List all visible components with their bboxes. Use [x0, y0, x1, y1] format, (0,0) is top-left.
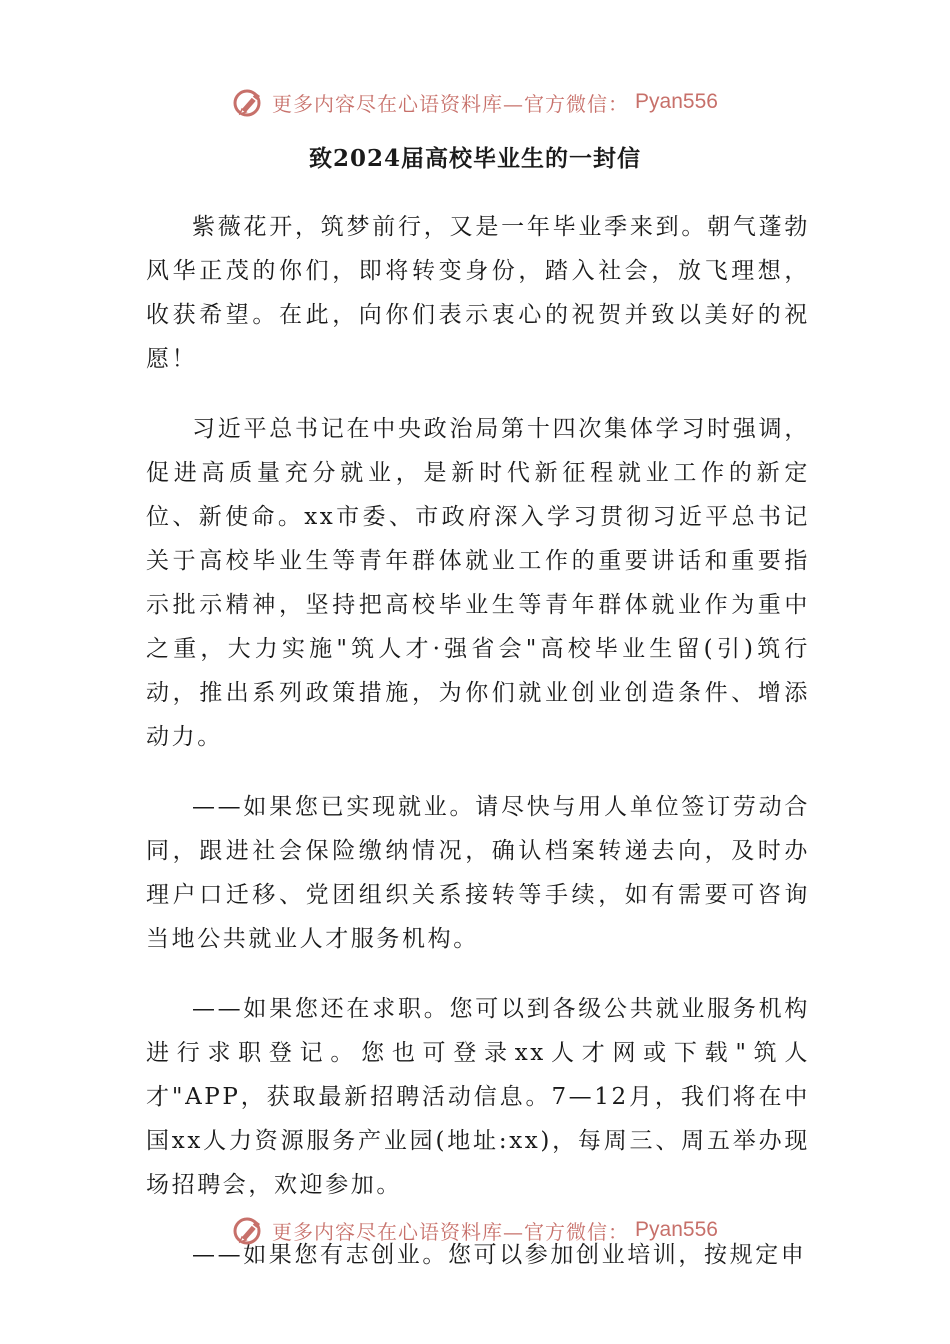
watermark-wechat-id: Pyan556: [635, 1218, 718, 1241]
pen-nib-circle-icon: [232, 1213, 266, 1247]
paragraph-employed: ——如果您已实现就业。请尽快与用人单位签订劳动合同，跟进社会保险缴纳情况，确认档案转递去向，及时办理户口迁移、党团组织关系接转等手续，如有需要可咨询当地公共就业人才服务机构。: [146, 794, 810, 952]
paragraph-greeting: 紫薇花开，筑梦前行，又是一年毕业季来到。朝气蓬勃风华正茂的你们，即将转变身份，踏入社会，放飞理想，收获希望。在此，向你们表示衷心的祝贺并致以美好的祝愿！: [146, 214, 810, 372]
watermark-text: 更多内容尽在心语资料库—官方微信：: [272, 1219, 630, 1244]
watermark-footer: [0, 1210, 950, 1250]
watermark-header: [0, 82, 950, 122]
paragraph-policy: 习近平总书记在中央政治局第十四次集体学习时强调，促进高质量充分就业，是新时代新征程就业工作的新定位、新使命。xx市委、市政府深入学习贯彻习近平总书记关于高校毕业生等青年群体就业工作的重要讲话和重要指示批示精神，坚持把高校毕业生等青年群体就业作为重中之重，大力实施"筑人才·强省会"高校毕业生留(引)筑行动，推出系列政策措施，为你们就业创业创造条件、增添动力。: [146, 416, 810, 750]
paragraph-job-seeking: ——如果您还在求职。您可以到各级公共就业服务机构进行求职登记。您也可登录xx人才网或下载"筑人才"APP，获取最新招聘活动信息。7—12月，我们将在中国xx人力资源服务产业园(地址:xx)，每周三、周五举办现场招聘会，欢迎参加。: [146, 996, 810, 1198]
pen-nib-circle-icon: [232, 85, 266, 119]
watermark-text: 更多内容尽在心语资料库—官方微信：: [272, 91, 630, 116]
document-body: [146, 205, 810, 1303]
document-title: 致2024届高校毕业生的一封信: [308, 145, 641, 172]
watermark-wechat-id: Pyan556: [635, 90, 718, 113]
paragraph-entrepreneurship: ——如果您有志创业。您可以参加创业培训，按规定申: [192, 1242, 807, 1268]
